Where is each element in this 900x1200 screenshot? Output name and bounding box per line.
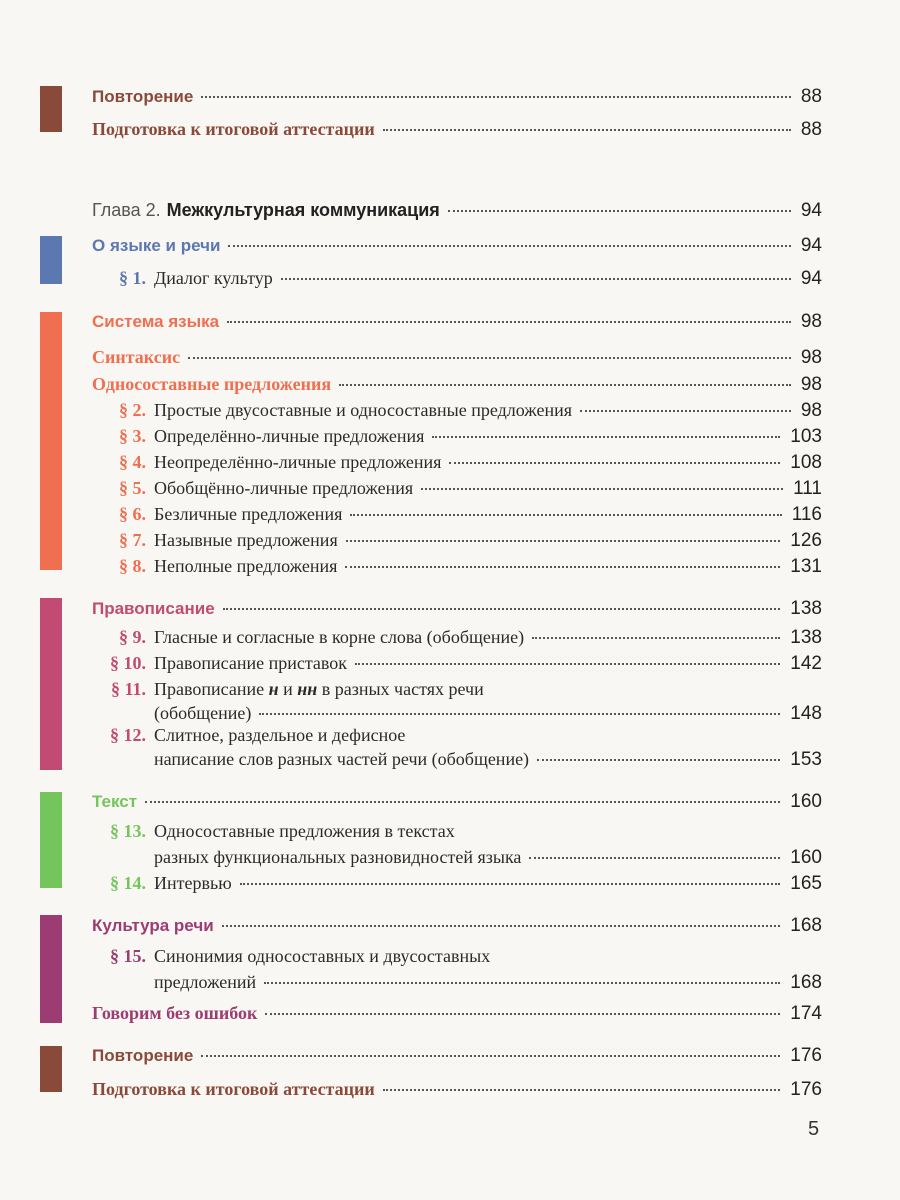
toc-entry-review-1[interactable] [92, 84, 822, 110]
toc-page: 98 [800, 374, 822, 395]
section-number: § 12. [110, 725, 146, 745]
section-number: § 15. [110, 946, 146, 966]
toc-title [154, 676, 484, 702]
toc-title: Подготовка к итоговой аттестации [92, 1079, 375, 1099]
toc-page: 88 [800, 86, 822, 107]
toc-title-continued: предложений [154, 972, 257, 992]
toc-page: 174 [790, 1003, 822, 1024]
section-bar-review-2 [40, 1046, 62, 1092]
title-italic-nn: нн [297, 679, 318, 699]
page-number: 5 [808, 1118, 820, 1140]
toc-page: 111 [793, 478, 822, 499]
toc-entry-s2[interactable] [92, 397, 822, 423]
dot-leader [421, 487, 783, 490]
toc-entry-system[interactable] [92, 309, 822, 335]
dot-leader [580, 409, 791, 412]
toc-entry-s12-line2[interactable] [92, 746, 822, 772]
section-number: § 9. [119, 627, 146, 647]
toc-title: Определённо-личные предложения [154, 426, 425, 446]
toc-page: 160 [790, 847, 822, 868]
toc-page: 168 [790, 972, 822, 993]
toc-entry-s3[interactable] [92, 423, 822, 449]
toc-entry-spelling[interactable] [92, 596, 822, 622]
title-part: в разных частях речи [317, 679, 484, 699]
dot-leader [339, 383, 791, 386]
dot-leader [448, 209, 791, 212]
toc-page: 131 [790, 556, 822, 577]
toc-entry-chapter-2[interactable] [92, 197, 822, 223]
toc-title: Синтаксис [92, 347, 181, 367]
toc-title-continued: (обобщение) [154, 703, 252, 723]
toc-title: Правописание [92, 599, 215, 618]
toc-entry-s10[interactable] [92, 650, 822, 676]
toc-page: 94 [800, 235, 822, 256]
toc-page: 168 [790, 915, 822, 936]
dot-leader [228, 244, 790, 247]
dot-leader [350, 513, 781, 516]
toc-title: Подготовка к итоговой аттестации [92, 119, 375, 139]
toc-page: 165 [790, 873, 822, 894]
dot-leader [188, 356, 791, 359]
toc-page: 103 [790, 426, 822, 447]
toc-title: Назывные предложения [154, 530, 338, 550]
toc-entry-s9[interactable] [92, 624, 822, 650]
toc-entry-s15-line2[interactable] [92, 969, 822, 995]
dot-leader [432, 435, 780, 438]
title-italic-n: н [268, 679, 279, 699]
title-part: и [278, 679, 298, 699]
toc-entry-s12-line1[interactable] [92, 722, 822, 748]
dot-leader [264, 981, 780, 984]
dot-leader [201, 95, 791, 98]
toc-title: Синонимия односоставных и двусоставных [154, 946, 491, 966]
dot-leader [355, 662, 780, 665]
toc-page: 176 [790, 1045, 822, 1066]
toc-title: Система языка [92, 312, 220, 331]
section-number: § 3. [119, 426, 146, 446]
section-number: § 1. [119, 268, 146, 288]
toc-entry-prep-2[interactable] [92, 1076, 822, 1102]
toc-entry-text[interactable] [92, 789, 822, 815]
section-number: § 13. [110, 821, 146, 841]
title-part: Правописание [154, 679, 269, 699]
chapter-heading [92, 197, 440, 223]
section-bar-spelling [40, 598, 62, 770]
toc-entry-language[interactable] [92, 233, 822, 259]
section-bar-system [40, 312, 62, 570]
section-bar-review-1 [40, 86, 62, 132]
dot-leader [537, 758, 780, 761]
toc-page: 153 [790, 749, 822, 770]
section-bar-language [40, 236, 62, 284]
toc-page: 88 [800, 119, 822, 140]
toc-title: Диалог культур [154, 268, 273, 288]
toc-page: 94 [800, 200, 822, 221]
toc-entry-syntax[interactable] [92, 344, 822, 370]
toc-title: Обобщённо-личные предложения [154, 478, 414, 498]
toc-page: 126 [790, 530, 822, 551]
dot-leader [265, 1012, 780, 1015]
toc-page: 176 [790, 1079, 822, 1100]
toc-entry-no-errors[interactable] [92, 1000, 822, 1026]
toc-page: 98 [800, 311, 822, 332]
section-number: § 14. [110, 873, 146, 893]
dot-leader [346, 539, 781, 542]
toc-title-continued: разных функциональных разновидностей языка [154, 847, 522, 867]
dot-leader [201, 1054, 780, 1057]
toc-page: 94 [800, 268, 822, 289]
toc-entry-culture[interactable] [92, 913, 822, 939]
section-number: § 10. [110, 653, 146, 673]
toc-title: Повторение [92, 1046, 194, 1065]
toc-entry-prep-1[interactable] [92, 116, 822, 142]
toc-entry-s1[interactable] [92, 265, 822, 291]
toc-title: Неопределённо-личные предложения [154, 452, 442, 472]
dot-leader [259, 712, 780, 715]
toc-title: Текст [92, 792, 138, 811]
toc-entry-s4[interactable] [92, 449, 822, 475]
section-number: § 11. [110, 679, 146, 699]
dot-leader [532, 636, 780, 639]
toc-title: Интервью [154, 873, 232, 893]
toc-title: О языке и речи [92, 236, 221, 255]
toc-entry-s13-line2[interactable] [92, 844, 822, 870]
dot-leader [223, 607, 781, 610]
dot-leader [383, 128, 791, 131]
section-bar-culture [40, 915, 62, 1023]
section-number: § 4. [119, 452, 146, 472]
toc-entry-review-2[interactable] [92, 1043, 822, 1069]
dot-leader [145, 800, 780, 803]
toc-title: Безличные предложения [154, 504, 343, 524]
toc-entry-one-part-sentences[interactable] [92, 371, 822, 397]
toc-title: Правописание приставок [154, 653, 348, 673]
toc-title: Односоставные предложения [92, 374, 332, 394]
toc-title: Неполные предложения [154, 556, 338, 576]
toc-entry-s13-line1[interactable] [92, 818, 822, 844]
section-number: § 2. [119, 400, 146, 420]
toc-page: 98 [800, 400, 822, 421]
toc-entry-s11-line1[interactable] [92, 676, 822, 702]
dot-leader [449, 461, 780, 464]
toc-entry-s7[interactable] [92, 527, 822, 553]
toc-title: Односоставные предложения в текстах [154, 821, 455, 841]
toc-title: Гласные и согласные в корне слова (обобщение) [154, 627, 525, 647]
toc-page: 138 [790, 627, 822, 648]
toc-page: 142 [790, 653, 822, 674]
toc-entry-s6[interactable] [92, 501, 822, 527]
dot-leader [345, 565, 780, 568]
toc-page: 116 [791, 504, 822, 525]
dot-leader [240, 882, 781, 885]
toc-title: Повторение [92, 87, 194, 106]
chapter-name: Межкультурная коммуникация [166, 200, 440, 220]
section-bar-text [40, 792, 62, 888]
toc-page: 108 [790, 452, 822, 473]
chapter-label: Глава 2. [92, 200, 161, 220]
toc-title: Говорим без ошибок [92, 1003, 258, 1023]
toc-page: 138 [790, 598, 822, 619]
dot-leader [222, 924, 781, 927]
toc-title: Культура речи [92, 916, 214, 935]
section-number: § 7. [119, 530, 146, 550]
section-number: § 6. [119, 504, 146, 524]
toc-entry-s8[interactable] [92, 553, 822, 579]
section-number: § 8. [119, 556, 146, 576]
dot-leader [383, 1088, 781, 1091]
toc-entry-s15-line1[interactable] [92, 943, 822, 969]
toc-title: Простые двусоставные и односоставные предложения [154, 400, 573, 420]
dot-leader [281, 277, 791, 280]
toc-entry-s5[interactable] [92, 475, 822, 501]
toc-page: 160 [790, 791, 822, 812]
dot-leader [529, 856, 780, 859]
toc-page: 148 [790, 703, 822, 724]
toc-entry-s14[interactable] [92, 870, 822, 896]
section-number: § 5. [119, 478, 146, 498]
toc-title-continued: написание слов разных частей речи (обобщение) [154, 749, 530, 769]
dot-leader [227, 320, 791, 323]
toc-page: 98 [800, 347, 822, 368]
toc-title: Слитное, раздельное и дефисное [154, 725, 406, 745]
